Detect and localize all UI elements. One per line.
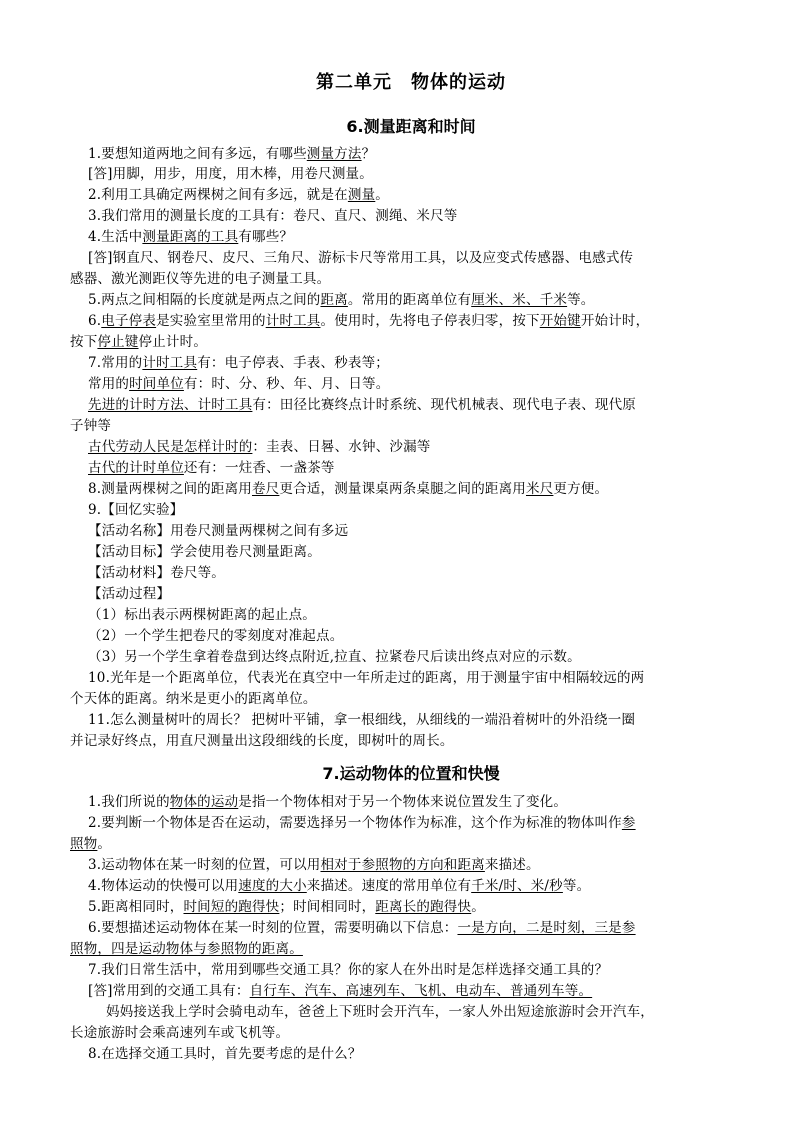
s7-line-5: 4.物体运动的快慢可以用速度的大小来描述。速度的常用单位有千米/时、米/秒等。 — [88, 878, 591, 894]
s6-line-22: 【活动过程】 — [88, 586, 171, 602]
s6-line-25: （3）另一个学生拿着卷盘到达终点附近,拉直、拉紧卷尺后读出终点对应的示数。 — [88, 649, 581, 665]
s6-line-5: 4.生活中测量距离的工具有哪些？ — [88, 229, 294, 245]
section-7-heading: 7.运动物体的位置和快慢 — [322, 764, 500, 783]
s7-line-1: 1.我们所说的物体的运动是指一个物体相对于另一个物体来说位置发生了变化。 — [88, 794, 568, 810]
s6-line-16: 古代的计时单位还有：一炷香、一盏茶等 — [88, 460, 335, 476]
s6-line-29: 并记录好终点，用直尺测量出这段细线的长度，即树叶的周长。 — [70, 733, 454, 749]
s7-line-7: 6.要想描述运动物体在某一时刻的位置，需要明确以下信息：一是方向，二是时刻，三是参 — [88, 920, 636, 936]
s6-line-9: 6.电子停表是实验室里常用的计时工具。使用时，先将电子停表归零，按下开始键开始计时， — [88, 313, 650, 329]
s7-line-2: 2.要判断一个物体是否在运动，需要选择另一个物体作为标准，这个作为标准的物体叫作参 — [88, 815, 636, 831]
s6-line-15: 古代劳动人民是怎样计时的：圭表、日晷、水钟、沙漏等 — [88, 439, 431, 455]
s6-line-11: 7.常用的计时工具有：电子停表、手表、秒表等； — [88, 355, 390, 371]
s7-line-4: 3.运动物体在某一时刻的位置，可以用相对于参照物的方向和距离来描述。 — [88, 857, 540, 873]
s6-line-18: 9.【回忆实验】 — [88, 502, 184, 518]
s7-line-12: 长途旅游时会乘高速列车或飞机等。 — [70, 1025, 290, 1041]
s6-line-23: （1）标出表示两棵树距离的起止点。 — [88, 607, 316, 623]
s7-line-3: 照物。 — [70, 836, 112, 852]
s6-line-2: [答]用脚，用步，用度，用木棒，用卷尺测量。 — [88, 166, 373, 182]
s6-line-28: 11.怎么测量树叶的周长？ 把树叶平铺，拿一根细线，从细线的一端沿着树叶的外沿绕一圈 — [88, 712, 636, 728]
s6-line-13: 先进的计时方法、计时工具有：田径比赛终点计时系统、现代机械表、现代电子表、现代原 — [88, 397, 637, 413]
s6-line-21: 【活动材料】卷尺等。 — [88, 565, 225, 581]
s7-line-10: [答]常用到的交通工具有：自行车、汽车、高速列车、飞机、电动车、普通列车等。 — [88, 983, 593, 999]
s6-line-7: 感器、激光测距仪等先进的电子测量工具。 — [70, 271, 331, 287]
s6-line-12: 常用的时间单位有：时、分、秒、年、月、日等。 — [88, 376, 390, 392]
unit-title: 第二单元 物体的运动 — [316, 72, 506, 93]
s6-line-4: 3.我们常用的测量长度的工具有：卷尺、直尺、测绳、米尺等 — [88, 208, 458, 224]
s6-line-27: 个天体的距离。纳米是更小的距离单位。 — [70, 691, 317, 707]
s6-line-8: 5.两点之间相隔的长度就是两点之间的距离。常用的距离单位有厘米、米、千米等。 — [88, 292, 595, 308]
s7-line-11: 妈妈接送我上学时会骑电动车，爸爸上下班时会开汽车，一家人外出短途旅游时会开汽车， — [106, 1004, 654, 1020]
s6-line-14: 子钟等 — [70, 418, 112, 434]
s6-line-17: 8.测量两棵树之间的距离用卷尺更合适，测量课桌两条桌腿之间的距离用米尺更方便。 — [88, 481, 609, 497]
s7-line-6: 5.距离相同时，时间短的跑得快；时间相同时，距离长的跑得快。 — [88, 899, 485, 915]
s6-line-24: （2）一个学生把卷尺的零刻度对准起点。 — [88, 628, 344, 644]
s6-line-10: 按下停止键停止计时。 — [70, 334, 208, 350]
s6-line-20: 【活动目标】学会使用卷尺测量距离。 — [88, 544, 321, 560]
s6-line-26: 10.光年是一个距离单位，代表光在真空中一年所走过的距离，用于测量宇宙中相隔较远的两 — [88, 670, 645, 686]
s7-line-13: 8.在选择交通工具时，首先要考虑的是什么？ — [88, 1046, 362, 1062]
s6-line-3: 2.利用工具确定两棵树之间有多远，就是在测量。 — [88, 187, 389, 203]
s7-line-9: 7.我们日常生活中，常用到哪些交通工具？你的家人在外出时是怎样选择交通工具的？ — [88, 962, 609, 978]
section-6-heading: 6.测量距离和时间 — [346, 117, 476, 136]
s6-line-19: 【活动名称】用卷尺测量两棵树之间有多远 — [88, 523, 349, 539]
s6-line-6: [答]钢直尺、钢卷尺、皮尺、三角尺、游标卡尺等常用工具，以及应变式传感器、电感式传 — [88, 250, 634, 266]
s7-line-8: 照物，四是运动物体与参照物的距离。 — [70, 941, 303, 957]
s6-line-1: 1.要想知道两地之间有多远，有哪些测量方法？ — [88, 146, 376, 162]
